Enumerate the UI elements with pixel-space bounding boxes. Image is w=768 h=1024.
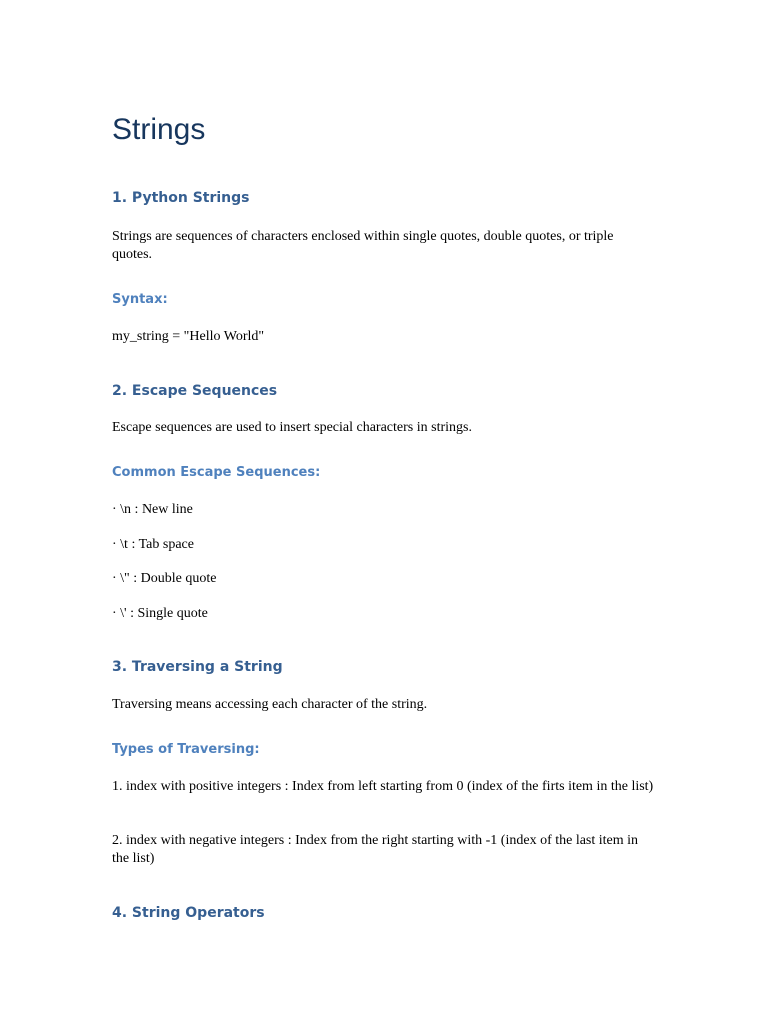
list-item: · \' : Single quote [112, 606, 208, 621]
list-item: · \t : Tab space [112, 537, 194, 552]
subheading-syntax: Syntax: [112, 292, 168, 307]
section-heading-escape-sequences: 2. Escape Sequences [112, 383, 278, 399]
list-item: · \n : New line [112, 502, 193, 517]
section-heading-traversing-a-string: 3. Traversing a String [112, 659, 283, 675]
page-title: Strings [112, 113, 206, 146]
syntax-example: my_string = "Hello World" [112, 329, 265, 344]
section-body-traversing: Traversing means accessing each character of the string. [112, 697, 428, 712]
subheading-types-of-traversing: Types of Traversing: [112, 742, 260, 757]
list-item: 1. index with positive integers : Index from left starting from 0 (index of the firts item in the list) [112, 779, 654, 794]
section-body-escape-sequences: Escape sequences are used to insert special characters in strings. [112, 420, 472, 435]
section-heading-python-strings: 1. Python Strings [112, 190, 250, 206]
list-item: 2. index with negative integers : Index from the right starting with -1 (index of the last item in the list) [112, 833, 639, 866]
subheading-common-escape-sequences: Common Escape Sequences: [112, 465, 321, 480]
section-heading-string-operators: 4. String Operators [112, 905, 265, 921]
list-item: · \" : Double quote [112, 571, 217, 586]
section-body-python-strings: Strings are sequences of characters enclosed within single quotes, double quotes, or triple quotes. [112, 229, 614, 262]
